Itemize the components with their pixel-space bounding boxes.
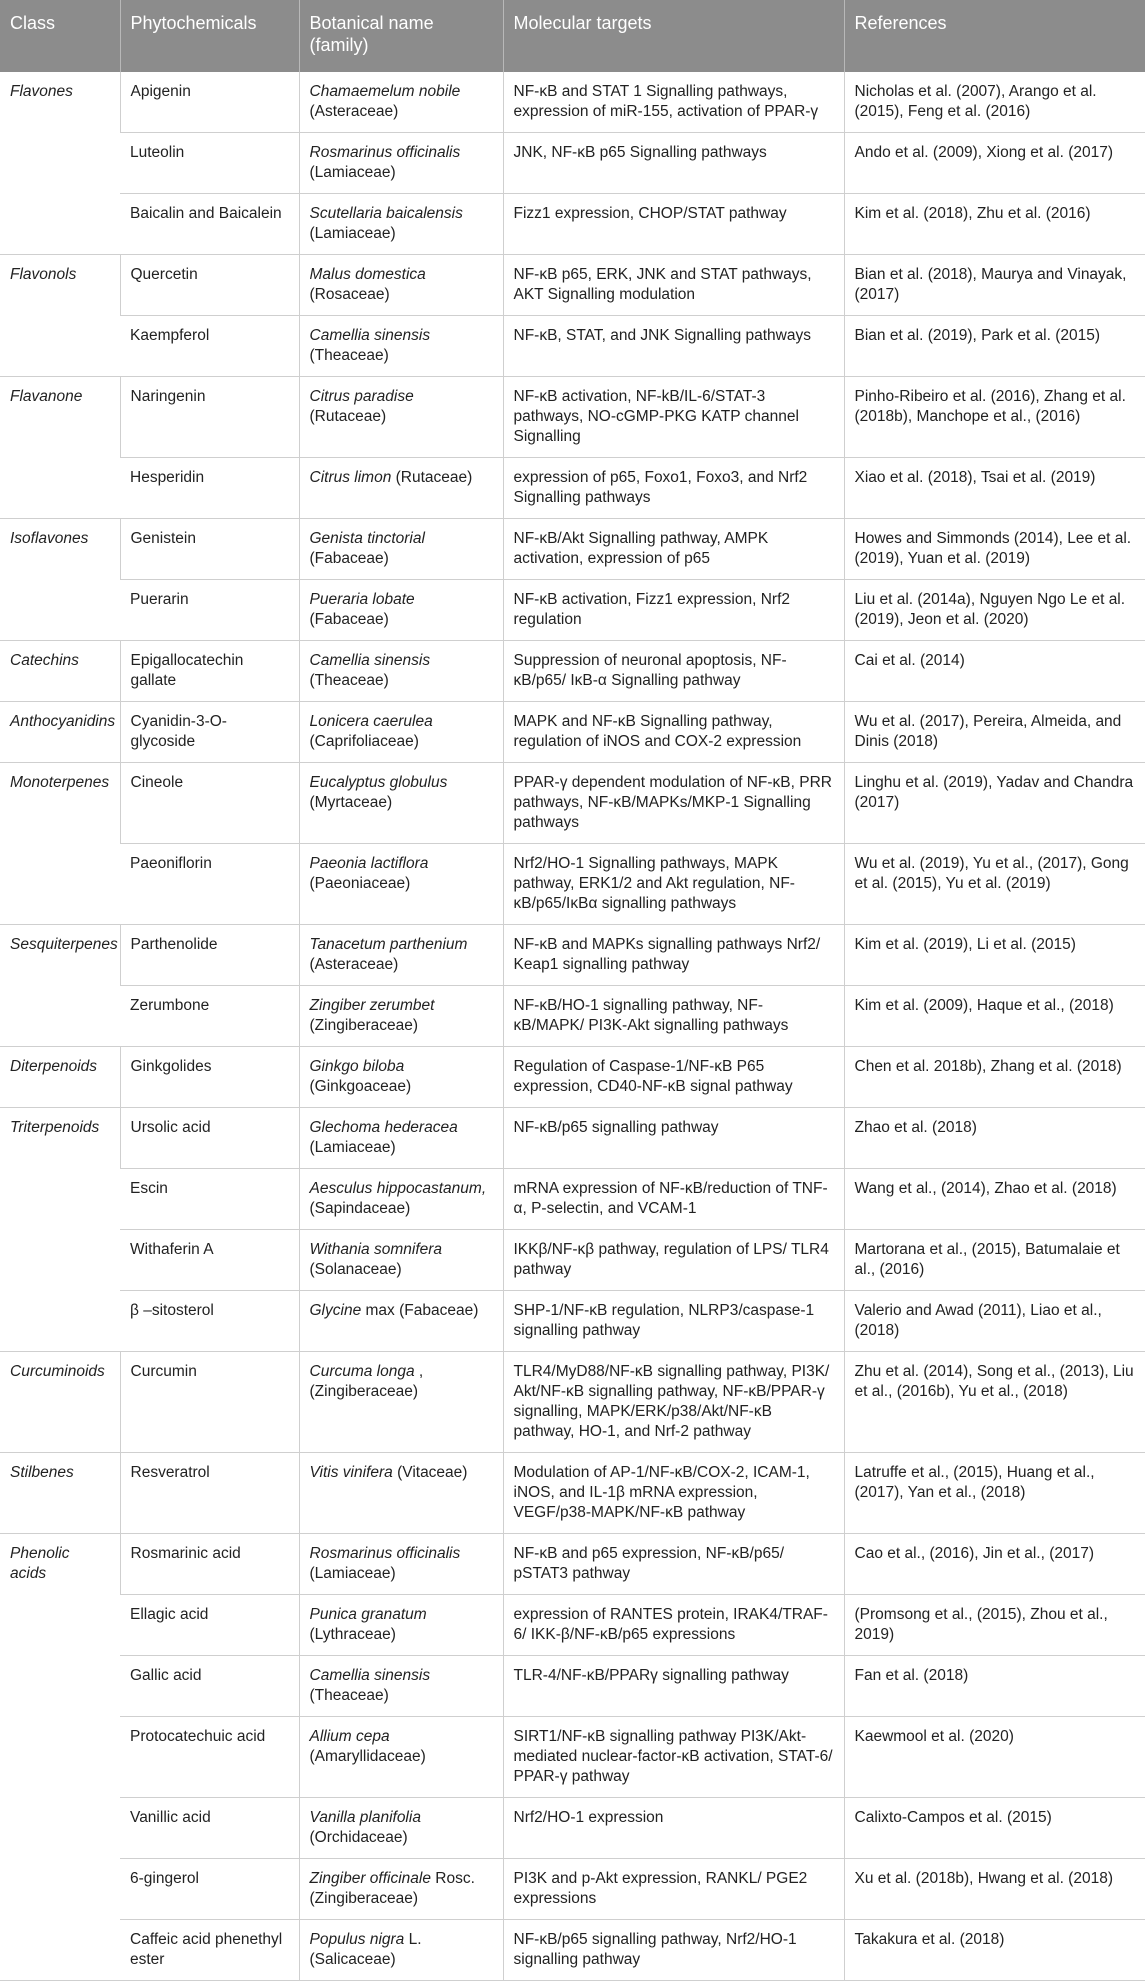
scientific-name: Aesculus hippocastanum, [309, 1180, 487, 1197]
botanical-name-cell [299, 72, 503, 133]
family-name: , (Zingiberaceae) [309, 1363, 424, 1400]
phytochemical-cell: Hesperidin [120, 458, 299, 519]
family-name: (Lamiaceae) [309, 1139, 396, 1156]
molecular-targets-cell: NF-κB and MAPKs signalling pathways Nrf2/ Keap1 signalling pathway [503, 925, 844, 986]
family-name: (Asteraceae) [309, 103, 399, 120]
botanical-name-cell [299, 1108, 503, 1169]
table-row [0, 1047, 1145, 1108]
family-name: (Myrtaceae) [309, 794, 393, 811]
molecular-targets-cell: SHP-1/NF-κB regulation, NLRP3/caspase-1 signalling pathway [503, 1291, 844, 1352]
scientific-name: Populus nigra [309, 1931, 405, 1948]
phytochemical-cell: Quercetin [120, 255, 299, 316]
molecular-targets-cell: IKKβ/NF-κβ pathway, regulation of LPS/ TLR4 pathway [503, 1230, 844, 1291]
scientific-name: Curcuma longa [309, 1363, 415, 1380]
class-cell: Triterpenoids [0, 1108, 120, 1352]
phytochemical-cell: Vanillic acid [120, 1798, 299, 1859]
table-row [0, 1920, 1145, 1981]
family-name: (Orchidaceae) [309, 1829, 408, 1846]
phytochemical-cell: β –sitosterol [120, 1291, 299, 1352]
class-cell: Stilbenes [0, 1453, 120, 1534]
header-row [0, 0, 1145, 72]
scientific-name: Zingiber officinale [309, 1870, 431, 1887]
references-cell: Wu et al. (2017), Pereira, Almeida, and Dinis (2018) [844, 702, 1145, 763]
family-name: (Solanaceae) [309, 1261, 402, 1278]
phytochemical-cell: Cyanidin-3-O-glycoside [120, 702, 299, 763]
molecular-targets-cell: NF-κB activation, Fizz1 expression, Nrf2 regulation [503, 580, 844, 641]
table-row [0, 763, 1145, 844]
table-header [0, 0, 1145, 72]
table-row [0, 1169, 1145, 1230]
table-row [0, 316, 1145, 377]
table-row [0, 1656, 1145, 1717]
molecular-targets-cell: SIRT1/NF-κB signalling pathway PI3K/Akt-mediated nuclear-factor-κB activation, STAT-6/ PPAR-γ pathway [503, 1717, 844, 1798]
table-row [0, 377, 1145, 458]
table-row [0, 1352, 1145, 1453]
table-row [0, 1595, 1145, 1656]
class-cell: Sesquiterpenes [0, 925, 120, 1047]
family-name: L. (Salicaceae) [309, 1931, 422, 1968]
molecular-targets-cell: NF-κB/Akt Signalling pathway, AMPK activation, expression of p65 [503, 519, 844, 580]
botanical-name-cell [299, 702, 503, 763]
family-name: (Rutaceae) [395, 469, 473, 486]
scientific-name: Tanacetum parthenium [309, 936, 468, 953]
references-cell: Kim et al. (2018), Zhu et al. (2016) [844, 194, 1145, 255]
molecular-targets-cell: Regulation of Caspase-1/NF-κB P65 expression, CD40-NF-κB signal pathway [503, 1047, 844, 1108]
references-cell: Kim et al. (2019), Li et al. (2015) [844, 925, 1145, 986]
phytochemical-cell: 6-gingerol [120, 1859, 299, 1920]
molecular-targets-cell: Nrf2/HO-1 Signalling pathways, MAPK pathway, ERK1/2 and Akt regulation, NF-κB/p65/IκBα signalling pathways [503, 844, 844, 925]
scientific-name: Camellia sinensis [309, 327, 431, 344]
phytochemical-cell: Apigenin [120, 72, 299, 133]
phytochemical-cell: Ursolic acid [120, 1108, 299, 1169]
phytochemical-cell: Rosmarinic acid [120, 1534, 299, 1595]
family-name: Rosc. (Zingiberaceae) [309, 1870, 475, 1907]
botanical-name-cell [299, 458, 503, 519]
phytochemical-cell: Caffeic acid phenethyl ester [120, 1920, 299, 1981]
scientific-name: Pueraria lobate [309, 591, 415, 608]
table-row [0, 1453, 1145, 1534]
class-cell: Flavanone [0, 377, 120, 519]
references-cell: Wang et al., (2014), Zhao et al. (2018) [844, 1169, 1145, 1230]
references-cell: Howes and Simmonds (2014), Lee et al. (2019), Yuan et al. (2019) [844, 519, 1145, 580]
header-class: Class [0, 0, 120, 72]
table-row [0, 702, 1145, 763]
molecular-targets-cell: NF-κB p65, ERK, JNK and STAT pathways, AKT Signalling modulation [503, 255, 844, 316]
table-row [0, 1108, 1145, 1169]
scientific-name: Glechoma hederacea [309, 1119, 458, 1136]
references-cell: Takakura et al. (2018) [844, 1920, 1145, 1981]
family-name: (Fabaceae) [309, 611, 389, 628]
family-name: (Rutaceae) [309, 408, 387, 425]
botanical-name-cell [299, 1595, 503, 1656]
references-cell: Zhu et al. (2014), Song et al., (2013), Liu et al., (2016b), Yu et al., (2018) [844, 1352, 1145, 1453]
references-cell: Xu et al. (2018b), Hwang et al. (2018) [844, 1859, 1145, 1920]
molecular-targets-cell: Fizz1 expression, CHOP/STAT pathway [503, 194, 844, 255]
botanical-name-cell [299, 844, 503, 925]
scientific-name: Camellia sinensis [309, 1667, 431, 1684]
table-row [0, 1534, 1145, 1595]
scientific-name: Citrus limon [309, 469, 392, 486]
table-row [0, 458, 1145, 519]
botanical-name-cell [299, 519, 503, 580]
references-cell: Ando et al. (2009), Xiong et al. (2017) [844, 133, 1145, 194]
phytochemical-cell: Curcumin [120, 1352, 299, 1453]
header-phytochemicals: Phytochemicals [120, 0, 299, 72]
phytochemical-cell: Baicalin and Baicalein [120, 194, 299, 255]
molecular-targets-cell: NF-κB, STAT, and JNK Signalling pathways [503, 316, 844, 377]
molecular-targets-cell: Suppression of neuronal apoptosis, NF-κB/p65/ IκB-α Signalling pathway [503, 641, 844, 702]
phytochemical-cell: Paeoniflorin [120, 844, 299, 925]
botanical-name-cell [299, 133, 503, 194]
family-name: (Asteraceae) [309, 956, 399, 973]
class-cell: Anthocyanidins [0, 702, 120, 763]
botanical-name-cell [299, 377, 503, 458]
family-name: (Ginkgoaceae) [309, 1078, 412, 1095]
references-cell: Kim et al. (2009), Haque et al., (2018) [844, 986, 1145, 1047]
references-cell: Kaewmool et al. (2020) [844, 1717, 1145, 1798]
family-name: (Paeoniaceae) [309, 875, 411, 892]
phytochemical-cell: Gallic acid [120, 1656, 299, 1717]
table-row [0, 1291, 1145, 1352]
scientific-name: Eucalyptus globulus [309, 774, 448, 791]
botanical-name-cell [299, 1859, 503, 1920]
table-row [0, 641, 1145, 702]
references-cell: Bian et al. (2019), Park et al. (2015) [844, 316, 1145, 377]
phytochemical-cell: Epigallocatechin gallate [120, 641, 299, 702]
scientific-name: Citrus paradise [309, 388, 414, 405]
molecular-targets-cell: Modulation of AP-1/NF-κB/COX-2, ICAM-1, iNOS, and IL-1β mRNA expression, VEGF/p38-MAPK/NF-κB pathway [503, 1453, 844, 1534]
references-cell: Cai et al. (2014) [844, 641, 1145, 702]
class-cell: Phenolic acids [0, 1534, 120, 1981]
table-row [0, 925, 1145, 986]
botanical-name-cell [299, 763, 503, 844]
phytochemical-cell: Withaferin A [120, 1230, 299, 1291]
botanical-name-cell [299, 1291, 503, 1352]
botanical-name-cell [299, 1717, 503, 1798]
references-cell: Pinho-Ribeiro et al. (2016), Zhang et al. (2018b), Manchope et al., (2016) [844, 377, 1145, 458]
table-row [0, 72, 1145, 133]
scientific-name: Vitis vinifera [309, 1464, 393, 1481]
molecular-targets-cell: PI3K and p-Akt expression, RANKL/ PGE2 expressions [503, 1859, 844, 1920]
family-name: (Theaceae) [309, 1687, 389, 1704]
header-molecular-targets: Molecular targets [503, 0, 844, 72]
botanical-name-cell [299, 316, 503, 377]
family-name: (Lamiaceae) [309, 164, 396, 181]
phytochemical-cell: Zerumbone [120, 986, 299, 1047]
molecular-targets-cell: TLR4/MyD88/NF-κB signalling pathway, PI3K/ Akt/NF-κB signalling pathway, NF-κB/PPAR-γ signalling, MAPK/ERK/p38/Akt/NF-κB pathway, HO-1, and Nrf-2 pathway [503, 1352, 844, 1453]
table-row [0, 986, 1145, 1047]
family-name: (Zingiberaceae) [309, 1017, 419, 1034]
references-cell: Cao et al., (2016), Jin et al., (2017) [844, 1534, 1145, 1595]
phytochemical-cell: Kaempferol [120, 316, 299, 377]
molecular-targets-cell: NF-κB/HO-1 signalling pathway, NF-κB/MAPK/ PI3K-Akt signalling pathways [503, 986, 844, 1047]
molecular-targets-cell: Nrf2/HO-1 expression [503, 1798, 844, 1859]
phytochemical-cell: Ellagic acid [120, 1595, 299, 1656]
molecular-targets-cell: NF-κB and p65 expression, NF-κB/p65/ pSTAT3 pathway [503, 1534, 844, 1595]
family-name: (Theaceae) [309, 672, 389, 689]
scientific-name: Allium cepa [309, 1728, 390, 1745]
references-cell: Fan et al. (2018) [844, 1656, 1145, 1717]
phytochemical-cell: Ginkgolides [120, 1047, 299, 1108]
scientific-name: Ginkgo biloba [309, 1058, 405, 1075]
molecular-targets-cell: mRNA expression of NF-κB/reduction of TNF-α, P-selectin, and VCAM-1 [503, 1169, 844, 1230]
references-cell: Linghu et al. (2019), Yadav and Chandra (2017) [844, 763, 1145, 844]
phytochemical-cell: Puerarin [120, 580, 299, 641]
class-cell: Flavonols [0, 255, 120, 377]
family-name: (Fabaceae) [309, 550, 389, 567]
phytochemical-cell: Cineole [120, 763, 299, 844]
scientific-name: Scutellaria baicalensis [309, 205, 463, 222]
references-cell: Martorana et al., (2015), Batumalaie et al., (2016) [844, 1230, 1145, 1291]
molecular-targets-cell: JNK, NF-κB p65 Signalling pathways [503, 133, 844, 194]
phytochemical-cell: Luteolin [120, 133, 299, 194]
scientific-name: Lonicera caerulea [309, 713, 433, 730]
scientific-name: Punica granatum [309, 1606, 427, 1623]
molecular-targets-cell: NF-κB and STAT 1 Signalling pathways, expression of miR-155, activation of PPAR-γ [503, 72, 844, 133]
family-name: (Lythraceae) [309, 1626, 396, 1643]
table-row [0, 580, 1145, 641]
molecular-targets-cell: NF-κB activation, NF-kB/IL-6/STAT-3 pathways, NO-cGMP-PKG KATP channel Signalling [503, 377, 844, 458]
botanical-name-cell [299, 1798, 503, 1859]
references-cell: Bian et al. (2018), Maurya and Vinayak, (2017) [844, 255, 1145, 316]
molecular-targets-cell: PPAR-γ dependent modulation of NF-κB, PRR pathways, NF-κB/MAPKs/MKP-1 Signalling pathways [503, 763, 844, 844]
scientific-name: Zingiber zerumbet [309, 997, 435, 1014]
family-name: max (Fabaceae) [365, 1302, 479, 1319]
scientific-name: Malus domestica [309, 266, 426, 283]
class-cell: Curcuminoids [0, 1352, 120, 1453]
phytochemical-cell: Genistein [120, 519, 299, 580]
scientific-name: Withania somnifera [309, 1241, 443, 1258]
table-row [0, 194, 1145, 255]
references-cell: (Promsong et al., (2015), Zhou et al., 2019) [844, 1595, 1145, 1656]
molecular-targets-cell: TLR-4/NF-κB/PPARγ signalling pathway [503, 1656, 844, 1717]
table-row [0, 844, 1145, 925]
botanical-name-cell [299, 194, 503, 255]
family-name: (Theaceae) [309, 347, 389, 364]
botanical-name-cell [299, 1352, 503, 1453]
scientific-name: Rosmarinus officinalis [309, 144, 461, 161]
table-row [0, 1798, 1145, 1859]
botanical-name-cell [299, 1656, 503, 1717]
family-name: (Vitaceae) [397, 1464, 468, 1481]
molecular-targets-cell: NF-κB/p65 signalling pathway [503, 1108, 844, 1169]
botanical-name-cell [299, 986, 503, 1047]
botanical-name-cell [299, 1920, 503, 1981]
references-cell: Valerio and Awad (2011), Liao et al., (2018) [844, 1291, 1145, 1352]
phytochemical-cell: Naringenin [120, 377, 299, 458]
table-row [0, 133, 1145, 194]
molecular-targets-cell: NF-κB/p65 signalling pathway, Nrf2/HO-1 signalling pathway [503, 1920, 844, 1981]
references-cell: Liu et al. (2014a), Nguyen Ngo Le et al. (2019), Jeon et al. (2020) [844, 580, 1145, 641]
class-cell: Catechins [0, 641, 120, 702]
table-row [0, 1717, 1145, 1798]
table-row [0, 1859, 1145, 1920]
family-name: (Caprifoliaceae) [309, 733, 419, 750]
phytochemical-cell: Parthenolide [120, 925, 299, 986]
class-cell: Isoflavones [0, 519, 120, 641]
family-name: (Rosaceae) [309, 286, 390, 303]
botanical-name-cell [299, 1169, 503, 1230]
molecular-targets-cell: MAPK and NF-κB Signalling pathway, regulation of iNOS and COX-2 expression [503, 702, 844, 763]
family-name: (Lamiaceae) [309, 225, 396, 242]
family-name: (Amaryllidaceae) [309, 1748, 426, 1765]
phytochemical-cell: Escin [120, 1169, 299, 1230]
header-references: References [844, 0, 1145, 72]
botanical-name-cell [299, 1534, 503, 1595]
botanical-name-cell [299, 925, 503, 986]
table-body [0, 72, 1145, 1981]
scientific-name: Camellia sinensis [309, 652, 431, 669]
family-name: (Lamiaceae) [309, 1565, 396, 1582]
references-cell: Xiao et al. (2018), Tsai et al. (2019) [844, 458, 1145, 519]
botanical-name-cell [299, 1230, 503, 1291]
phytochemical-cell: Protocatechuic acid [120, 1717, 299, 1798]
table-row [0, 255, 1145, 316]
botanical-name-cell [299, 1453, 503, 1534]
references-cell: Calixto-Campos et al. (2015) [844, 1798, 1145, 1859]
references-cell: Latruffe et al., (2015), Huang et al., (2017), Yan et al., (2018) [844, 1453, 1145, 1534]
references-cell: Nicholas et al. (2007), Arango et al. (2015), Feng et al. (2016) [844, 72, 1145, 133]
botanical-name-cell [299, 255, 503, 316]
references-cell: Zhao et al. (2018) [844, 1108, 1145, 1169]
scientific-name: Chamaemelum nobile [309, 83, 461, 100]
botanical-name-cell [299, 580, 503, 641]
botanical-name-cell [299, 1047, 503, 1108]
scientific-name: Genista tinctorial [309, 530, 425, 547]
scientific-name: Vanilla planifolia [309, 1809, 421, 1826]
molecular-targets-cell: expression of p65, Foxo1, Foxo3, and Nrf2 Signalling pathways [503, 458, 844, 519]
class-cell: Diterpenoids [0, 1047, 120, 1108]
table-row [0, 519, 1145, 580]
header-botanical-name: Botanical name (family) [299, 0, 503, 72]
scientific-name: Rosmarinus officinalis [309, 1545, 461, 1562]
scientific-name: Glycine [309, 1302, 362, 1319]
phytochemical-cell: Resveratrol [120, 1453, 299, 1534]
references-cell: Chen et al. 2018b), Zhang et al. (2018) [844, 1047, 1145, 1108]
botanical-name-cell [299, 641, 503, 702]
references-cell: Wu et al. (2019), Yu et al., (2017), Gong et al. (2015), Yu et al. (2019) [844, 844, 1145, 925]
family-name: (Sapindaceae) [309, 1200, 411, 1217]
table-row [0, 1230, 1145, 1291]
molecular-targets-cell: expression of RANTES protein, IRAK4/TRAF-6/ IKK-β/NF-κB/p65 expressions [503, 1595, 844, 1656]
class-cell: Monoterpenes [0, 763, 120, 925]
scientific-name: Paeonia lactiflora [309, 855, 429, 872]
class-cell: Flavones [0, 72, 120, 255]
